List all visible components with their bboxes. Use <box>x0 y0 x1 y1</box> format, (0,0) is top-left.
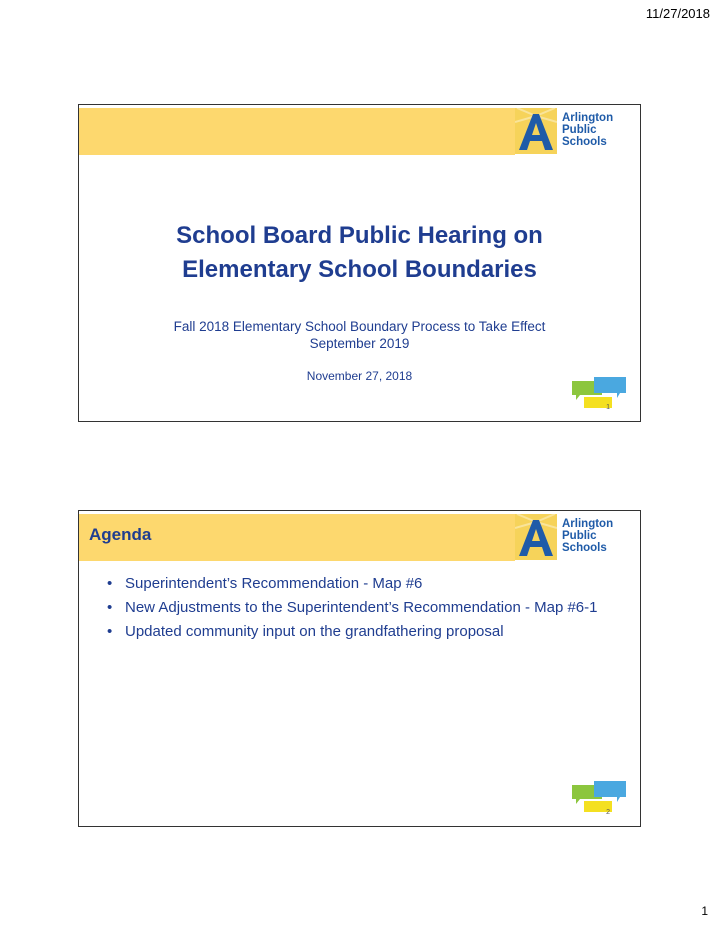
agenda-heading: Agenda <box>89 525 152 544</box>
engage-aps-icon <box>570 377 628 411</box>
agenda-item: • Superintendent’s Recommendation - Map #6 <box>107 573 612 595</box>
logo-line-2: Public <box>562 530 597 542</box>
slide-subtitle <box>79 318 640 352</box>
title-line-2: Elementary School Boundaries <box>182 256 537 283</box>
aps-logo-icon <box>515 108 557 154</box>
slide-date: November 27, 2018 <box>306 369 413 383</box>
title-line-1: School Board Public Hearing on <box>176 222 543 249</box>
aps-logo <box>515 108 615 156</box>
aps-logo <box>515 514 615 562</box>
agenda-item: • New Adjustments to the Superintendent’s Recommendation - Map #6-1 <box>107 597 612 619</box>
logo-line-2: Public <box>562 124 597 136</box>
subtitle-line-1: Fall 2018 Elementary School Boundary Process to Take Effect <box>173 319 546 334</box>
slide-agenda <box>78 510 641 827</box>
logo-text <box>562 518 613 554</box>
aps-logo-icon <box>515 514 557 560</box>
slide-number: 2 <box>606 809 610 816</box>
slide-title <box>78 104 641 422</box>
agenda-list <box>107 573 612 645</box>
slide-number: 1 <box>606 404 610 411</box>
engage-aps-icon <box>570 781 628 815</box>
page-date: 11/27/2018 <box>645 6 710 21</box>
slide-title-heading <box>79 219 640 287</box>
logo-line-3: Schools <box>562 136 607 148</box>
header-band <box>79 108 515 155</box>
logo-line-1: Arlington <box>562 518 614 530</box>
page-number: 1 <box>701 904 708 918</box>
logo-line-3: Schools <box>562 542 607 554</box>
logo-line-1: Arlington <box>562 112 614 124</box>
logo-text <box>562 112 613 148</box>
subtitle-line-2: September 2019 <box>309 336 410 351</box>
agenda-item: • Updated community input on the grandfathering proposal <box>107 621 612 643</box>
